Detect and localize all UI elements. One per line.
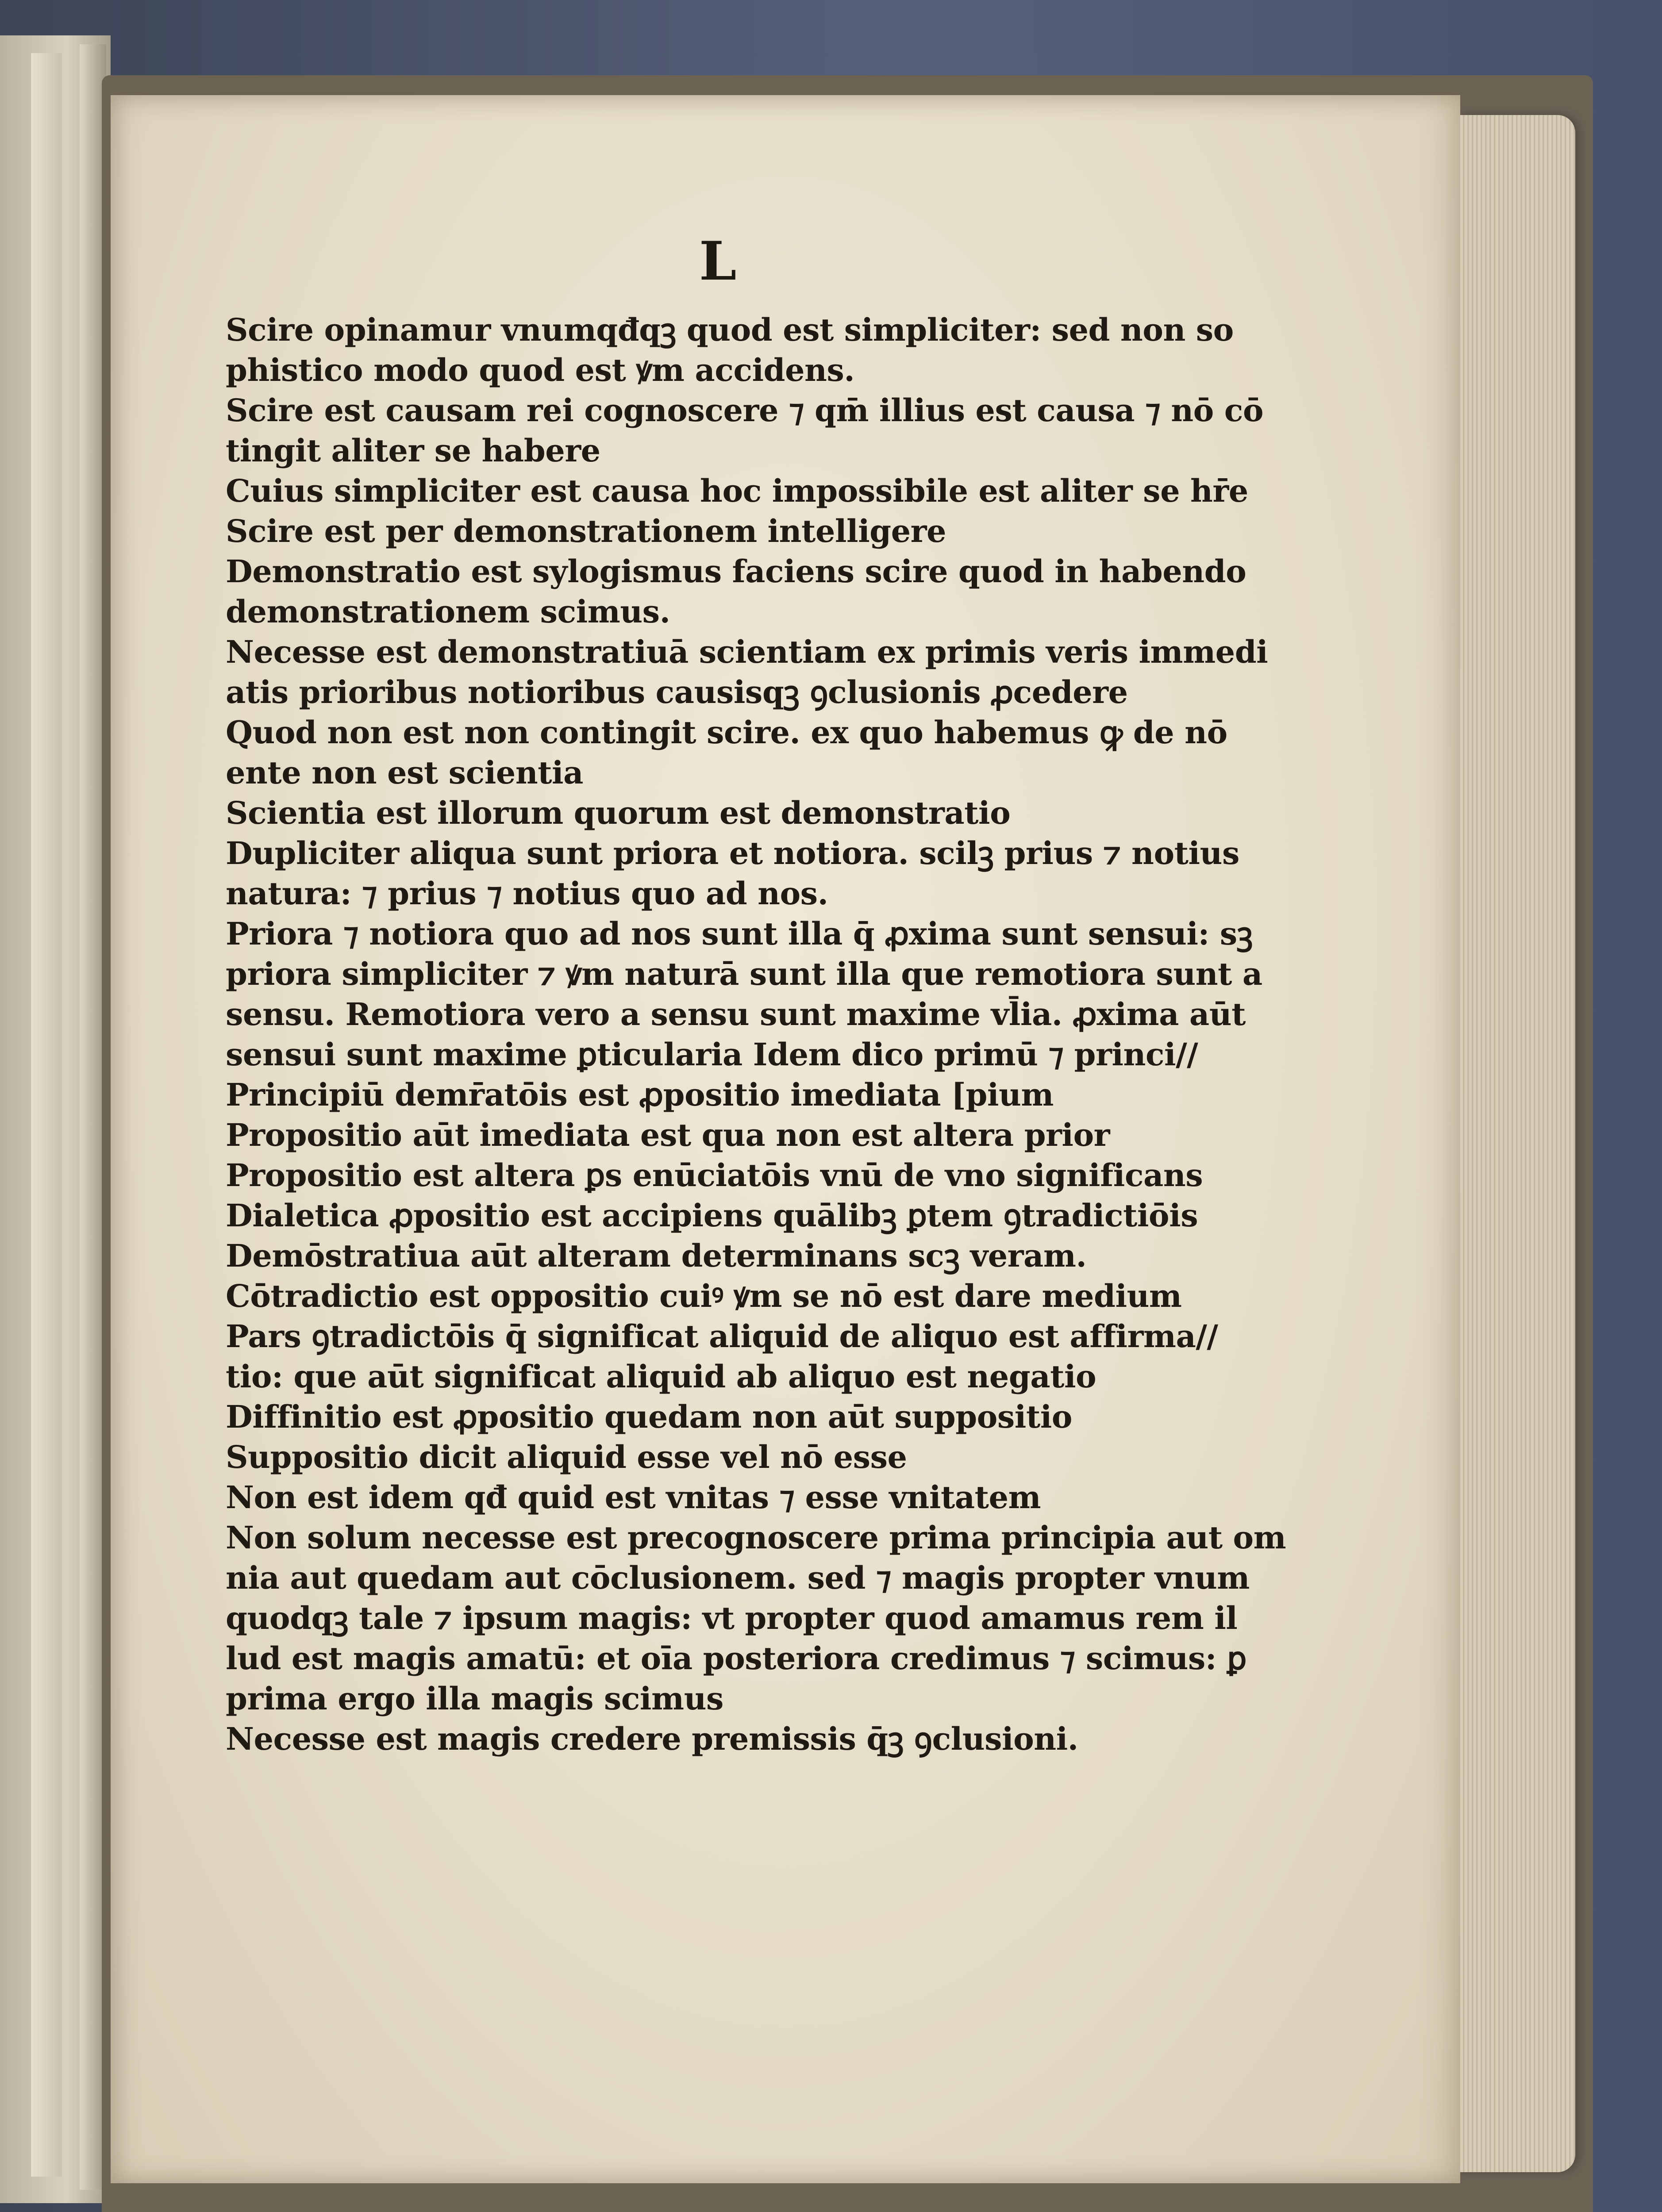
text-line: Priora ⁊ notiora quo ad nos sunt illa q̄ ꝓxima sunt sensui: sꝫ [226,915,1253,952]
text-line: sensu. Remotiora vero a sensu sunt maxime vl̄ia. ꝓxima aūt [226,996,1246,1033]
text-line: Propositio est altera ꝑs enūciatōis vnū de vno significans [226,1157,1203,1194]
text-line: priora simpliciter ⁊ ꝟm naturā sunt illa que remotiora sunt a [226,956,1262,992]
text-line: Quod non est non contingit scire. ex quo habemus ꝙ de nō [226,714,1227,751]
text-line: tingit aliter se habere [226,432,600,469]
text-line: Demōstratiua aūt alteram determinans scꝫ veram. [226,1237,1087,1274]
text-line: sensui sunt maxime ꝑticularia Idem dico primū ⁊ princi// [226,1036,1198,1073]
text-line: Necesse est demonstratiuā scientiam ex primis veris immedi [226,634,1268,670]
text-block [226,310,1286,1759]
text-line: Dupliciter aliqua sunt priora et notiora. scilꝫ prius ⁊ notius [226,835,1239,872]
text-line: quodqꝫ tale ⁊ ipsum magis: vt propter quod amamus rem il [226,1600,1238,1636]
text-line: ente non est scientia [226,754,584,791]
folio-signature: L [699,230,737,292]
text-line: prima ergo illa magis scimus [226,1680,723,1717]
page-leaves-edge [1456,115,1575,2172]
text-line: Principiū demr̄atōis est ꝓpositio imediata [pium [226,1076,1054,1113]
text-line: nia aut quedam aut cōclusionem. sed ⁊ magis propter vnum [226,1559,1250,1596]
text-line: Diffinitio est ꝓpositio quedam non aūt suppositio [226,1398,1072,1435]
text-line: Cōtradictio est oppositio cuiꝰ ꝟm se nō est dare medium [226,1278,1182,1314]
text-line: Non est idem qđ quid est vnitas ⁊ esse vnitatem [226,1479,1041,1516]
text-line: Necesse est magis credere premissis q̄ꝫ ꝯclusioni. [226,1720,1078,1757]
text-line: Cuius simpliciter est causa hoc impossibile est aliter se hr̄e [226,472,1248,509]
text-line: Non solum necesse est precognoscere prima principia aut om [226,1519,1286,1556]
text-line: natura: ⁊ prius ⁊ notius quo ad nos. [226,875,828,912]
left-page-edge [31,53,62,2177]
text-line: Scire est causam rei cognoscere ⁊ qm̄ illius est causa ⁊ nō cō [226,392,1264,429]
text-line: Scientia est illorum quorum est demonstratio [226,795,1011,831]
text-line: lud est magis amatū: et oīa posteriora credimus ⁊ scimus: ꝑ [226,1640,1246,1677]
text-line: Scire opinamur vnumqđqꝫ quod est simpliciter: sed non so [226,311,1234,348]
text-line: Suppositio dicit aliquid esse vel nō esse [226,1439,907,1475]
text-line: Propositio aūt imediata est qua non est altera prior [226,1117,1110,1153]
text-line: tio: que aūt significat aliquid ab aliquo est negatio [226,1358,1096,1395]
text-line: phistico modo quod est ꝟm accidens. [226,352,855,388]
text-line: Demonstratio est sylogismus faciens scire quod in habendo [226,553,1246,590]
text-line: Dialetica ꝓpositio est accipiens quālibꝫ ꝑtem ꝯtradictiōis [226,1197,1198,1234]
text-line: atis prioribus notioribus causisqꝫ ꝯclusionis ꝓcedere [226,674,1128,710]
text-line: Pars ꝯtradictōis q̄ significat aliquid de aliquo est affirma// [226,1318,1218,1355]
text-line: demonstrationem scimus. [226,593,670,630]
text-line: Scire est per demonstrationem intelligere [226,513,946,549]
